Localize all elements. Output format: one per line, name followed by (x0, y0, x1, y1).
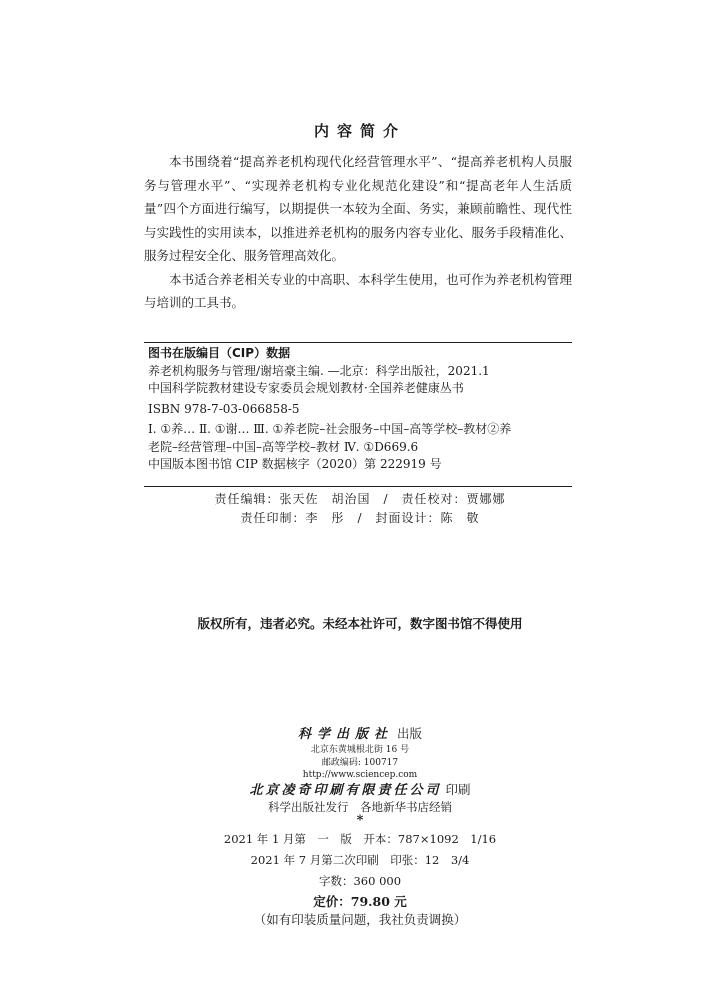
publisher-url: http://www.sciencep.com (302, 770, 418, 780)
cip-data-number: 中国版本图书馆 CIP 数据核字（2020）第 222919 号 (148, 457, 442, 471)
publisher-postcode: 邮政编码: 100717 (321, 758, 399, 768)
imprint-printing: 2021 年 7 月第二次印刷 印张：12 3/4 (250, 853, 470, 867)
publisher-suffix: 出版 (396, 726, 422, 741)
publisher-name: 科学出版社 (297, 727, 393, 742)
publisher-address: 北京东黄城根北街 16 号 (310, 745, 410, 755)
cip-class-2: 老院–经营管理–中国–高等学校–教材 Ⅳ. ①D669.6 (148, 439, 419, 454)
distribution-line: 科学出版社发行 各地新华书店经销 (268, 800, 452, 814)
imprint-word-count: 字数：360 000 (318, 874, 402, 888)
staff-line-1: 责任编辑：张天佐 胡治国 / 责任校对：贾娜娜 (214, 492, 506, 506)
cip-line-1: 养老机构服务与管理/谢培豪主编. —北京：科学出版社，2021.1 (148, 363, 490, 378)
quality-note: （如有印装质量问题，我社负责调换） (253, 912, 467, 927)
printer-suffix: 印刷 (445, 782, 471, 797)
separator-star: * (356, 813, 364, 828)
cip-isbn: ISBN 978-7-03-066858-5 (148, 401, 300, 416)
copyright-notice: 版权所有，违者必究。未经本社许可，数字图书馆不得使用 (197, 616, 523, 631)
intro-paragraph: 本书适合养老相关专业的中高职、本科学生使用，也可作为养老机构管理与培训的工具书。 (144, 271, 572, 310)
cip-line-2: 中国科学院教材建设专家委员会规划教材·全国养老健康丛书 (148, 381, 464, 395)
printer-name: 北京凌奇印刷有限责任公司 (249, 783, 442, 798)
cip-top-rule (144, 342, 572, 343)
cip-block (148, 345, 572, 474)
intro-body (144, 150, 572, 315)
printer-line (0, 779, 720, 798)
cip-class-1: Ⅰ. ①养… Ⅱ. ①谢… Ⅲ. ①养老院–社会服务–中国–高等学校–教材②养 (148, 422, 512, 436)
cip-bottom-rule (144, 486, 572, 487)
imprint-edition: 2021 年 1 月第 一 版 开本：787×1092 1/16 (223, 832, 497, 846)
price: 定价：79.80 元 (313, 894, 407, 909)
intro-title: 内容简介 (313, 122, 406, 140)
staff-line-2: 责任印制：李 彤 / 封面设计：陈 敬 (240, 511, 480, 525)
cip-heading: 图书在版编目（CIP）数据 (148, 346, 291, 360)
intro-paragraph: 本书围绕着“提高养老机构现代化经营管理水平”、“提高养老机构人员服务与管理水平”、“实现养老机构专业化规范化建设”和“提高老年人生活质量”四个方面进行编写，以期提供一本较为全面、务实，兼顾前瞻性、现代性与实践性的实用读本，以推进养老机构的服务内容专业化、服务手段精准化、服务过程安全化、服务管理高效化。 (144, 154, 572, 263)
publisher-line (0, 723, 720, 742)
